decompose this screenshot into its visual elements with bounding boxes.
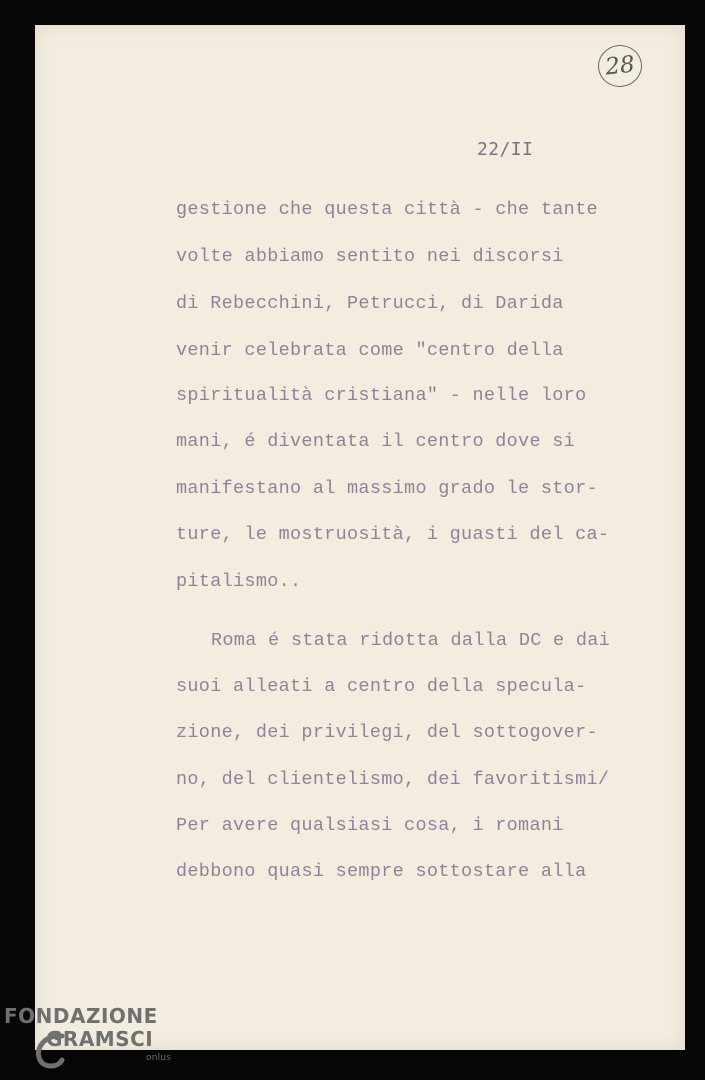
fondazione-gramsci-logo	[4, 1002, 179, 1074]
text-line: di Rebecchini, Petrucci, di Darida	[176, 293, 564, 314]
text-line: manifestano al massimo grado le stor-	[176, 478, 598, 499]
text-line: ture, le mostruosità, i guasti del ca-	[176, 524, 610, 545]
text-line: gestione che questa città - che tante	[176, 199, 598, 220]
text-line: zione, dei privilegi, del sottogover-	[176, 722, 598, 743]
text-line: venir celebrata come "centro della	[176, 340, 564, 361]
logo-text-line1: FONDAZIONE	[4, 1004, 158, 1028]
text-line: debbono quasi sempre sottostare alla	[176, 861, 587, 882]
text-line: suoi alleati a centro della specula-	[176, 676, 587, 697]
folio-number-circled: 28	[596, 43, 644, 89]
text-line: spiritualità cristiana" - nelle loro	[176, 385, 587, 406]
text-line: no, del clientelismo, dei favoritismi/	[176, 769, 610, 790]
text-line: volte abbiamo sentito nei discorsi	[176, 246, 564, 267]
text-line: pitalismo..	[176, 571, 302, 592]
text-line: mani, é diventata il centro dove si	[176, 431, 576, 452]
typewritten-page	[35, 25, 685, 1050]
text-line: Per avere qualsiasi cosa, i romani	[176, 815, 564, 836]
logo-text-line3: onlus	[146, 1053, 172, 1063]
logo-text-line2: GRAMSCI	[46, 1027, 154, 1051]
page-reference: 22/II	[477, 139, 534, 160]
text-line: Roma é stata ridotta dalla DC e dai	[211, 630, 611, 651]
